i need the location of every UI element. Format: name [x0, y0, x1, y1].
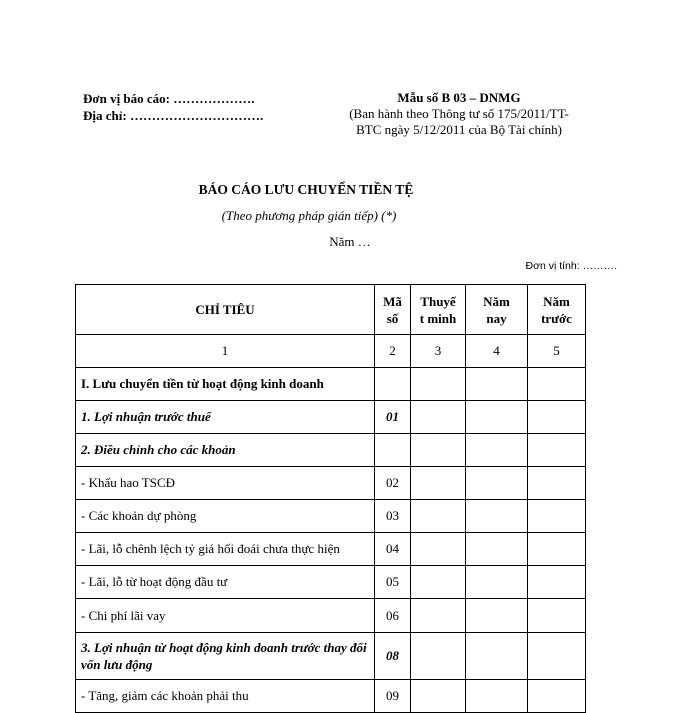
table-row — [76, 533, 586, 566]
row-this-year-cell — [466, 500, 528, 533]
currency-unit: Đơn vị tính: ………. — [525, 260, 617, 272]
table-row — [76, 467, 586, 500]
column-number: 4 — [466, 335, 528, 368]
row-label: I. Lưu chuyển tiền từ hoạt động kinh doanh — [76, 368, 375, 401]
row-note-cell — [411, 434, 466, 467]
header-indicator: CHỈ TIÊU — [76, 285, 375, 335]
row-last-year-cell — [528, 533, 586, 566]
row-label: 3. Lợi nhuận từ hoạt động kinh doanh trước thay đổi vốn lưu động — [76, 633, 375, 680]
report-header-right — [334, 90, 584, 138]
row-last-year-cell — [528, 368, 586, 401]
column-number: 3 — [411, 335, 466, 368]
row-label: - Chi phí lãi vay — [76, 599, 375, 633]
row-note-cell — [411, 467, 466, 500]
row-last-year-cell — [528, 633, 586, 680]
row-code — [375, 368, 411, 401]
row-code: 09 — [375, 680, 411, 713]
row-code: 08 — [375, 633, 411, 680]
form-number: Mẫu số B 03 – DNMG — [397, 90, 521, 105]
table-row — [76, 434, 586, 467]
row-code: 05 — [375, 566, 411, 599]
report-year: Năm … — [329, 234, 371, 249]
row-last-year-cell — [528, 434, 586, 467]
row-this-year-cell — [466, 467, 528, 500]
row-this-year-cell — [466, 368, 528, 401]
table-row — [76, 368, 586, 401]
table-row — [76, 500, 586, 533]
row-last-year-cell — [528, 566, 586, 599]
column-number: 1 — [76, 335, 375, 368]
row-code: 02 — [375, 467, 411, 500]
row-note-cell — [411, 633, 466, 680]
row-note-cell — [411, 599, 466, 633]
row-this-year-cell — [466, 533, 528, 566]
row-this-year-cell — [466, 633, 528, 680]
header-code: Mã số — [375, 285, 411, 335]
row-this-year-cell — [466, 434, 528, 467]
table-row — [76, 633, 586, 680]
row-code: 03 — [375, 500, 411, 533]
row-last-year-cell — [528, 467, 586, 500]
cash-flow-table — [75, 284, 586, 713]
row-note-cell — [411, 368, 466, 401]
row-label: 2. Điều chỉnh cho các khoản — [76, 434, 375, 467]
header-last-year: Năm trước — [528, 285, 586, 335]
row-note-cell — [411, 401, 466, 434]
row-note-cell — [411, 680, 466, 713]
row-label: - Khấu hao TSCĐ — [76, 467, 375, 500]
report-header-left — [83, 90, 263, 124]
row-last-year-cell — [528, 599, 586, 633]
report-subtitle: (Theo phương pháp gián tiếp) (*) — [221, 208, 397, 223]
issuance-note-line-2: BTC ngày 5/12/2011 của Bộ Tài chính) — [356, 122, 562, 137]
header-note: Thuyế t minh — [411, 285, 466, 335]
row-label: - Các khoản dự phòng — [76, 500, 375, 533]
report-title: BÁO CÁO LƯU CHUYỂN TIỀN TỆ — [198, 182, 414, 197]
row-this-year-cell — [466, 680, 528, 713]
table-header-row — [76, 285, 586, 335]
address-line: Địa chỉ: …………………………. — [83, 108, 264, 123]
row-code: 04 — [375, 533, 411, 566]
table-row — [76, 401, 586, 434]
column-number-row — [76, 335, 586, 368]
header-this-year: Năm nay — [466, 285, 528, 335]
table-row — [76, 566, 586, 599]
row-label: - Lãi, lỗ chênh lệch tỷ giá hối đoái chưa thực hiện — [76, 533, 375, 566]
row-last-year-cell — [528, 680, 586, 713]
row-label: - Lãi, lỗ từ hoạt động đầu tư — [76, 566, 375, 599]
issuance-note-line-1: (Ban hành theo Thông tư số 175/2011/TT- — [349, 106, 569, 121]
row-note-cell — [411, 566, 466, 599]
column-number: 2 — [375, 335, 411, 368]
table-row — [76, 680, 586, 713]
row-code — [375, 434, 411, 467]
row-this-year-cell — [466, 401, 528, 434]
row-label: - Tăng, giảm các khoản phải thu — [76, 680, 375, 713]
row-label: 1. Lợi nhuận trước thuế — [76, 401, 375, 434]
row-last-year-cell — [528, 500, 586, 533]
reporting-unit-line: Đơn vị báo cáo: ………………. — [83, 91, 255, 106]
row-code: 06 — [375, 599, 411, 633]
table-row — [76, 599, 586, 633]
row-code: 01 — [375, 401, 411, 434]
row-this-year-cell — [466, 566, 528, 599]
row-note-cell — [411, 533, 466, 566]
column-number: 5 — [528, 335, 586, 368]
row-this-year-cell — [466, 599, 528, 633]
row-note-cell — [411, 500, 466, 533]
row-last-year-cell — [528, 401, 586, 434]
